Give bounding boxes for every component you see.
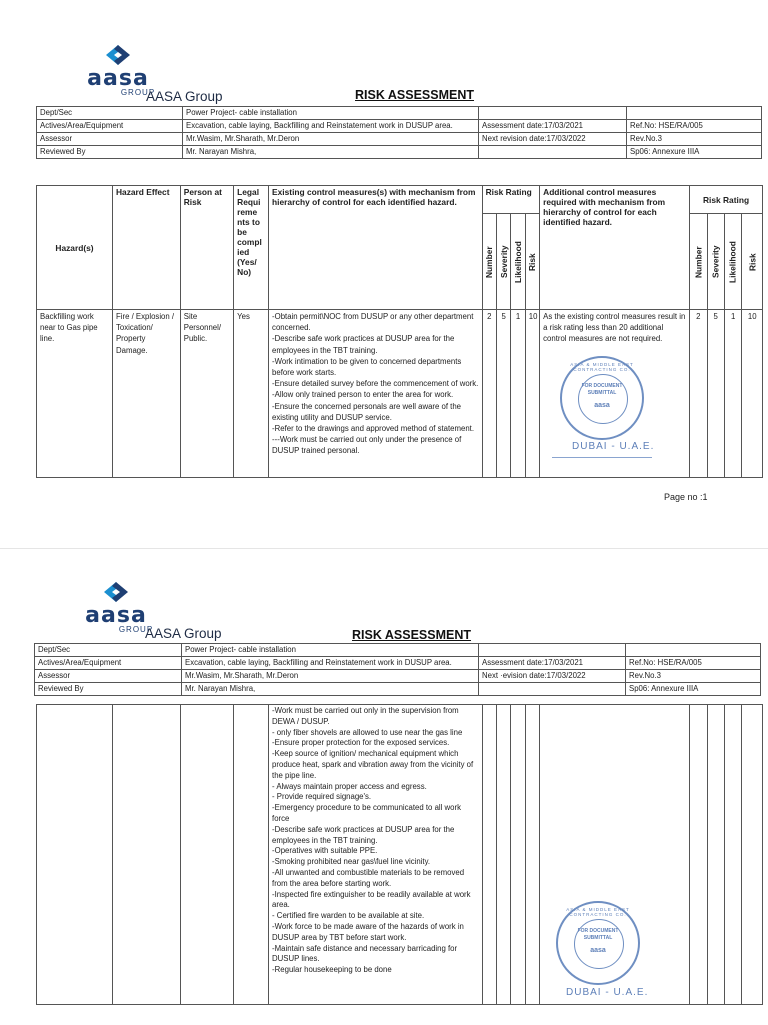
control-line: -Work must be carried out only in the supervision from DEWA / DUSUP. [272,706,459,726]
col-additional: Additional control measures required with mechanism from hierarchy of control for each identified hazard. [540,186,690,310]
control-line: -Keep source of ignition/ mechanical equipment which produce heat, spark and vibration away from the vicinity of the pipe line. [272,749,474,780]
control-line: -Obtain permit\NOC from DUSUP or any other department concerned. [272,312,474,333]
stamp-city: DUBAI - U.A.E. [572,441,655,452]
doc-title: RISK ASSESSMENT [355,88,475,102]
assessor-value: Mr.Wasim, Mr.Sharath, Mr.Deron [182,670,479,683]
control-line: -Smoking prohibited near gas\fuel line vicinity. [272,857,431,867]
control-line: -Emergency procedure to be communicated to all work force [272,803,461,823]
next-revision: Next revision date:17/03/2022 [479,133,627,146]
control-line: - Certified fire warden to be available at site. [272,911,425,921]
col-likelihood-2: Likelihood [724,214,741,310]
existing-controls-cell [269,705,483,1005]
reviewed-value: Mr. Narayan Mishra, [182,683,479,696]
col-likelihood: Likelihood [511,214,525,310]
stamp-city: DUBAI - U.A.E. [566,987,649,998]
header-table [36,106,762,159]
header-row-reviewed [35,683,761,696]
col-severity: Severity [497,214,511,310]
company-name: AASA Group [146,89,223,104]
rating-severity: 5 [497,310,511,478]
control-line: - only fiber shovels are allowed to use near the gas line [272,727,463,737]
header-row-reviewed [37,146,762,159]
col-risk: Risk [525,214,539,310]
control-line: ---Work must be carried out only under the presence of DUSUP trained personal. [272,435,462,456]
additional-text: As the existing control measures result in a risk rating less than 20 additional control measures are not required. [543,312,686,344]
rating2-number: 2 [690,310,707,478]
header-row-assessor [35,670,761,683]
annexure: Sp06: Annexure IIIA [626,683,761,696]
control-line: -All unwanted and combustible materials to be removed from the area before starting work. [272,867,465,888]
rating-risk: 10 [525,310,539,478]
control-line: -Refer to the drawings and approved method of statement. [272,424,475,434]
page-2 [0,548,768,1025]
table-row [37,705,763,1005]
dept-value: Power Project- cable installation [183,107,479,120]
rating2-risk: 10 [742,310,763,478]
control-line: - Provide required signage's. [272,792,372,802]
col-risk-2: Risk [742,214,763,310]
page-number: Page no :1 [664,492,708,502]
col-existing: Existing control measures(s) with mechanism from hierarchy of control for each identified hazard. [269,186,483,310]
header-row-dept [35,644,761,657]
dept-label: Dept/Sec [37,107,183,120]
reviewed-label: Reviewed By [35,683,182,696]
assessor-label: Assessor [37,133,183,146]
control-line: -Maintain safe distance and necessary barricading for DUSUP lines. [272,943,458,964]
company-stamp [556,901,640,985]
col-effect: Hazard Effect [112,186,180,310]
control-line: -Ensure detailed survey before the commencement of work. [272,379,479,389]
stamp-underline [552,457,652,458]
activity-label: Actives/Area/Equipment [37,120,183,133]
control-line: -Ensure proper protection for the exposed services. [272,738,450,748]
doc-title: RISK ASSESSMENT [352,628,472,642]
person-cell: Site Personnel/ Public. [180,310,233,478]
reviewed-label: Reviewed By [37,146,183,159]
control-line: -Regular housekeeping to be done [272,965,392,975]
logo-mark-icon [94,579,138,605]
control-line: -Operatives with suitable PPE. [272,846,378,856]
header-row-top [37,186,763,214]
stamp-line1: FOR DOCUMENT [577,928,619,934]
rev-no: Rev.No.3 [627,133,762,146]
col-number: Number [482,214,496,310]
col-risk-rating: Risk Rating [482,186,540,214]
rating2-severity: 5 [707,310,724,478]
control-line: -Work force to be made aware of the hazards of work in DUSUP area by TBT before start work. [272,921,464,942]
logo-group: GROUP [120,88,156,97]
stamp-ring-text: ASIA & MIDDLE EAST CONTRACTING CO. [566,907,630,917]
risk-table [36,185,763,478]
activity-value: Excavation, cable laying, Backfilling and Reinstatement work in DUSUP area. [182,657,479,670]
control-line: -Inspected fire extinguisher to be readily available at work area. [272,889,471,910]
col-severity-2: Severity [707,214,724,310]
activity-value: Excavation, cable laying, Backfilling and Reinstatement work in DUSUP area. [183,120,479,133]
control-line: - Always maintain proper access and egress. [272,781,427,791]
assessment-date: Assessment date:17/03/2021 [479,657,626,670]
col-number-2: Number [690,214,707,310]
reviewed-value: Mr. Narayan Mishra, [183,146,479,159]
assessor-label: Assessor [35,670,182,683]
legal-cell: Yes [234,310,269,478]
control-line: -Describe safe work practices at DUSUP area for the employees in the TBT training. [272,334,455,355]
stamp-line2: SUBMITTAL [583,935,613,941]
stamp-ring-text: ASIA & MIDDLE EAST CONTRACTING CO. [570,362,634,372]
control-line: -Ensure the concerned personals are well aware of the existing utility and DUSUP service. [272,401,462,422]
control-line: -Allow only trained person to enter the area for work. [272,390,454,400]
stamp-logo: aasa [590,947,606,954]
rating-number: 2 [482,310,496,478]
ref-no: Ref.No: HSE/RA/005 [627,120,762,133]
stamp-line1: FOR DOCUMENT [581,383,623,389]
header-row-dept [37,107,762,120]
col-risk-rating-2: Risk Rating [690,186,763,214]
control-line: -Describe safe work practices at DUSUP area for the employees in the TBT training. [272,824,455,845]
header-row-assessor [37,133,762,146]
effect-cell: Fire / Explosion / Toxication/ Property Damage. [112,310,180,478]
header-row-activity [37,120,762,133]
existing-controls-cell [269,310,483,478]
col-hazard: Hazard(s) [37,186,113,310]
dept-value: Power Project- cable installation [182,644,479,657]
stamp-line2: SUBMITTAL [587,390,617,396]
company-name: AASA Group [145,626,222,641]
rev-no: Rev.No.3 [626,670,761,683]
control-line: -Work intimation to be given to concerned departments before work starts. [272,356,462,378]
ref-no: Ref.No: HSE/RA/005 [626,657,761,670]
header-row-activity [35,657,761,670]
activity-label: Actives/Area/Equipment [35,657,182,670]
dept-label: Dept/Sec [35,644,182,657]
logo-word: aasa [87,66,149,91]
logo-group: GROUP [118,625,154,634]
rating-likelihood: 1 [511,310,525,478]
company-stamp [560,356,644,440]
col-legal: Legal Requi reme nts to be compl ied (Yes/ No) [234,186,269,310]
assessment-date: Assessment date:17/03/2021 [479,120,627,133]
stamp-logo: aasa [594,402,610,409]
col-person: Person at Risk [180,186,233,310]
next-revision: Next ·evision date:17/03/2022 [479,670,626,683]
header-table [34,643,761,696]
hazard-cell: Backfilling work near to Gas pipe line. [37,310,113,478]
assessor-value: Mr.Wasim, Mr.Sharath, Mr.Deron [183,133,479,146]
logo-word: aasa [85,603,147,628]
logo-mark-icon [96,42,140,68]
risk-table-continued [36,704,763,1005]
rating2-likelihood: 1 [724,310,741,478]
annexure: Sp06: Annexure IIIA [627,146,762,159]
table-row [37,310,763,478]
